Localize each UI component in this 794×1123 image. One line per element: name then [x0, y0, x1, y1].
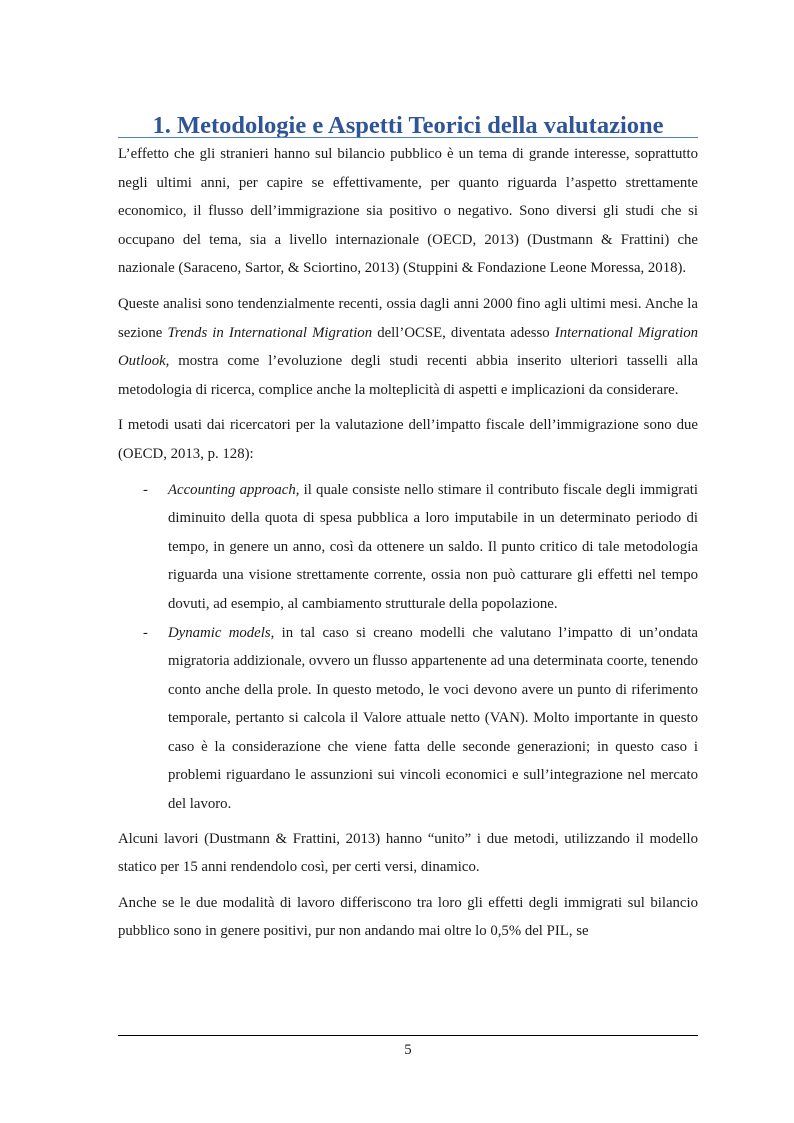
paragraph-text-segment: mostra come l’evoluzione degli studi recenti abbia inserito ulteriori tasselli alla metodologia di ricerca, complice anche la molteplicità di aspetti e implicazioni da considerare. — [118, 353, 698, 398]
list-item-accounting-approach — [118, 476, 698, 619]
list-dash: - — [143, 481, 148, 498]
list-item-term: Dynamic models, — [168, 624, 275, 641]
paragraph-recent-studies — [118, 290, 698, 404]
paragraph-effects: Anche se le due modalità di lavoro differiscono tra loro gli effetti degli immigrati sul bilancio pubblico sono in genere positivi, pur non andando mai oltre lo 0,5% del PIL, se — [118, 894, 698, 940]
body-text — [118, 140, 698, 953]
list-item-text: in tal caso si creano modelli che valutano l’impatto di un’ondata migratoria addizionale, ovvero un flusso appartenente ad una determinata coorte, tenendo conto anche della prole. In questo metodo, le voci devono avere un punto di riferimento temporale, pertanto si calcola il Valore attuale netto (VAN). Molto importante in questo caso è la considerazione che viene fatta delle seconde generazioni; in questo caso i problemi riguardano le assunzioni sui vincoli economici e sull’integrazione nel mercato del lavoro. — [168, 624, 699, 813]
section-heading: 1. Metodologie e Aspetti Teorici della valutazione — [152, 112, 664, 140]
paragraph-methods: I metodi usati dai ricercatori per la valutazione dell’impatto fiscale dell’immigrazione sono due (OECD, 2013, p. 128): — [118, 417, 698, 462]
italic-title-trends: Trends in International Migration — [167, 324, 373, 341]
italic-title-outlook: International Migration Outlook, — [118, 324, 698, 370]
list-item-term: Accounting approach, — [168, 481, 300, 498]
paragraph-intro: L’effetto che gli stranieri hanno sul bilancio pubblico è un tema di grande interesse, soprattutto negli ultimi anni, per capire se effettivamente, per quanto riguarda l’aspetto strettamente economico, il flusso dell’immigrazione sia positivo o negativo. Sono diversi gli studi che si occupano del tema, sia a livello internazionale (OECD, 2013) (Dustmann & Frattini) che nazionale (Saraceno, Sartor, & Sciortino, 2013) (Stuppini & Fondazione Leone Moressa, 2018). — [118, 146, 698, 277]
footer-rule — [118, 1035, 698, 1036]
paragraph-text-segment: Queste analisi sono tendenzialmente recenti, ossia dagli anni 2000 fino agli ultimi mesi. Anche la sezione — [118, 295, 698, 341]
list-item-dynamic-models — [118, 619, 698, 819]
heading-underline — [118, 137, 698, 138]
paragraph-combined-methods: Alcuni lavori (Dustmann & Frattini, 2013) hanno “unito” i due metodi, utilizzando il modello statico per 15 anni rendendolo così, per certi versi, dinamico. — [118, 830, 698, 876]
page-number: 5 — [404, 1042, 412, 1058]
paragraph-text-segment: dell’OCSE, diventata adesso — [372, 324, 555, 341]
list-item-text: il quale consiste nello stimare il contributo fiscale degli immigrati diminuito della quota di spesa pubblica a loro imputabile in un determinato periodo di tempo, in genere un anno, così da ottenere un saldo. Il punto critico di tale metodologia riguarda una visione strettamente corrente, ossia non può catturare gli effetti nel tempo dovuti, ad esempio, al cambiamento strutturale della popolazione. — [168, 481, 698, 612]
list-dash: - — [143, 624, 148, 641]
methods-list — [118, 476, 698, 819]
